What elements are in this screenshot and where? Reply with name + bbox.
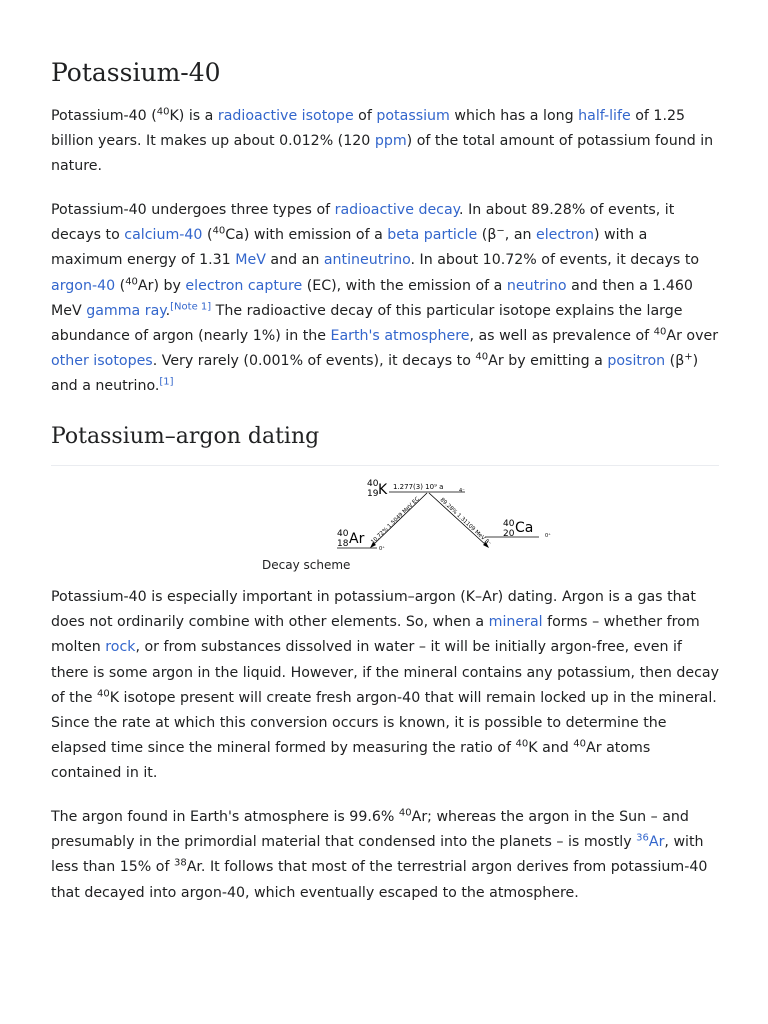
ca-symbol: Ca [515, 520, 534, 536]
link-other-isotopes[interactable]: other isotopes [51, 353, 153, 370]
link-beta-particle[interactable]: beta particle [387, 227, 478, 244]
k-spin-label: 4⁻ [459, 488, 465, 494]
link-gamma-ray[interactable]: gamma ray [86, 302, 166, 319]
ar-spin-label: 0⁺ [379, 546, 385, 552]
link-rock[interactable]: rock [105, 639, 136, 656]
beta-branch-label: 89.28% 1.31109 MeV β⁻ [438, 497, 492, 548]
link-half-life[interactable]: half-life [578, 108, 631, 124]
link-potassium[interactable]: potassium [376, 108, 450, 124]
link-radioactive-decay[interactable]: radioactive decay [334, 202, 460, 218]
link-calcium-40[interactable]: calcium-40 [124, 227, 203, 244]
section-heading-potassium-argon-dating: Potassium–argon dating [51, 424, 320, 449]
ec-branch-label: 10.72% 1.5049 MeV EC [370, 496, 421, 546]
link-radioactive-isotope[interactable]: radioactive isotope [217, 108, 354, 124]
page-title: Potassium-40 [51, 58, 221, 87]
link-electron-capture[interactable]: electron capture [185, 277, 303, 294]
ca-spin-label: 0⁺ [545, 533, 551, 539]
intro-paragraph: Potassium-40 ($^{40}$K) is a radioactive isotope of potassium which has a long half-life of 1.25 billion years. It makes up about 0.012% (120 ppm) of the total amount of potassium found in nature. [51, 106, 714, 175]
citation-1-reference[interactable]: [1] [159, 376, 174, 388]
ar-mass-number: 40 [337, 529, 349, 539]
link-argon-40[interactable]: argon-40 [51, 277, 116, 294]
dating-paragraph-2: The argon found in Earth's atmosphere is 99.6% $^{40}$Ar; whereas the argon in the Sun – and presumably in the primordial material that condensed into the planets – is mostly $^{36}$Ar, with less than 15% of $^{38}$Ar. It follows that most of the terrestrial argon derives from potassium-40 that decayed into argon-40, which eventually escaped to the atmosphere. [51, 807, 708, 901]
link-antineutrino[interactable]: antineutrino [323, 252, 411, 269]
k-mass-number: 40 [367, 479, 379, 489]
ar-symbol: Ar [349, 531, 365, 547]
link-electron[interactable]: electron [536, 227, 594, 244]
link-argon-36[interactable]: Ar [648, 834, 665, 851]
k-atomic-number: 19 [367, 489, 379, 499]
section-divider [51, 465, 719, 466]
k-half-life-label: 1.277(3) 10⁹ a [393, 483, 444, 491]
ca-mass-number: 40 [503, 519, 515, 529]
decay-paragraph: Potassium-40 undergoes three types of radioactive decay. In about 89.28% of events, it decays to calcium-40 ($^{40}$Ca) with emission of a beta particle (β−, an electron) with a maximum energy of 1.31 MeV and an antineutrino. In about 10.72% of events, it decays to argon-40 ($^{40}$Ar) by electron capture (EC), with the emission of a neutrino and then a 1.460 MeV gamma ray.[Note 1] The radioactive decay of this particular isotope explains the large abundance of argon (nearly 1%) in the Earth's atmosphere, as well as prevalence of $^{40}$Ar over other isotopes. Very rarely (0.001% of events), it decays to $^{40}$Ar by emitting a positron (β+) and a neutrino.[1] [51, 202, 719, 395]
link-mineral[interactable]: mineral [488, 614, 543, 631]
link-neutrino[interactable]: neutrino [506, 277, 567, 294]
link-ppm[interactable]: ppm [374, 133, 407, 150]
dating-paragraph-1: Potassium-40 is especially important in potassium–argon (K–Ar) dating. Argon is a gas that does not ordinarily combine with other elements. So, when a mineral forms – whether from molten rock, or from substances dissolved in water – it will be initially argon-free, even if there is some argon in the liquid. However, if the mineral contains any potassium, then decay of the $^{40}$K isotope present will create fresh argon-40 that will remain locked up in the mineral. Since the rate at which this conversion occurs is known, it is possible to determine the elapsed time since the mineral formed by measuring the ratio of $^{40}$K and $^{40}$Ar atoms contained in it. [51, 589, 719, 782]
ca-atomic-number: 20 [503, 529, 515, 539]
k-symbol: K [378, 482, 388, 498]
link-positron[interactable]: positron [607, 353, 666, 370]
ar-atomic-number: 18 [337, 539, 349, 549]
link-mev[interactable]: MeV [235, 252, 266, 269]
note-1-reference[interactable]: [Note 1] [170, 301, 212, 313]
figure-caption: Decay scheme [262, 558, 351, 572]
link-earths-atmosphere[interactable]: Earth's atmosphere [330, 328, 470, 345]
